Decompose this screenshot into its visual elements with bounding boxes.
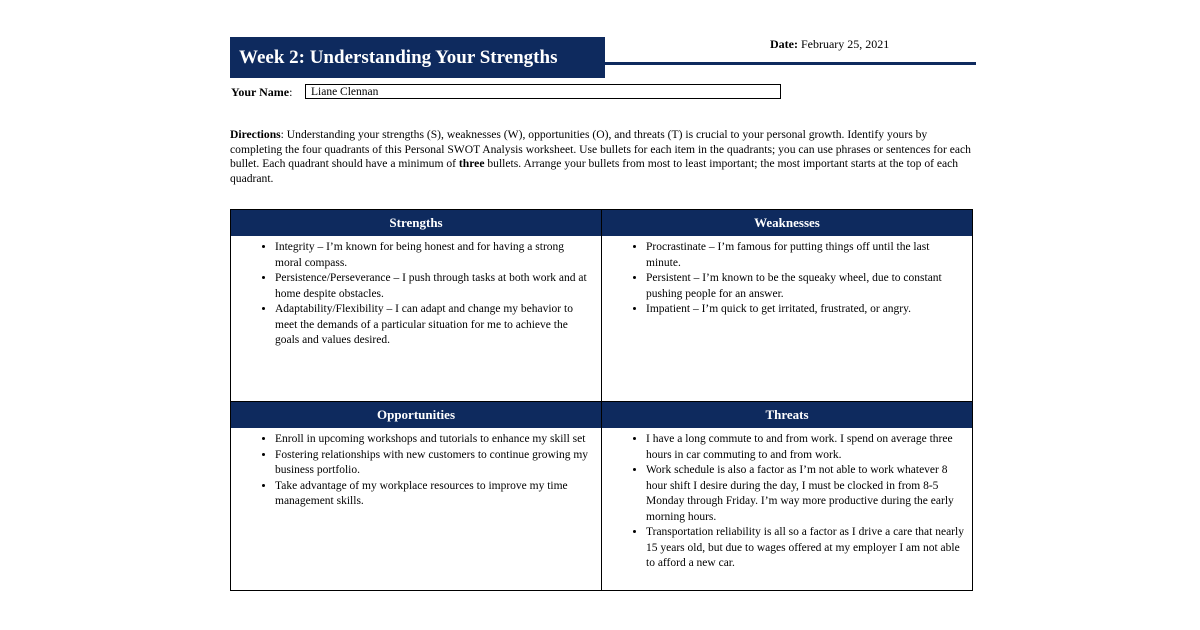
threats-item: • Transportation reliability is all so a factor as I drive a care that nearly 15 years old, but due to wages offered at my employer I am not able to afford a new car.	[646, 525, 964, 572]
directions-bold-word: three	[458, 157, 485, 170]
strengths-quadrant	[231, 210, 602, 402]
name-field[interactable]: Liane Clennan	[305, 84, 781, 99]
name-colon: :	[289, 85, 293, 99]
strengths-item: • Integrity – I’m known for being honest and for having a strong moral compass.	[275, 240, 593, 271]
weaknesses-body[interactable]	[602, 236, 972, 402]
name-label: Your Name	[231, 85, 290, 99]
date-line	[770, 37, 889, 52]
threats-heading: Threats	[602, 402, 972, 428]
name-label-line	[231, 85, 292, 100]
weaknesses-quadrant	[602, 210, 972, 402]
directions-text-2: bullets. Arrange your bullets from most to least important; the most important starts at the top of each quadrant.	[230, 157, 959, 185]
opportunities-body[interactable]	[231, 428, 601, 510]
threats-item: • Work schedule is also a factor as I’m not able to work whatever 8 hour shift I desire during the day, I must be clocked in from 8-5 Monday through Friday. I’m way more productive during the early morning hours.	[646, 463, 964, 525]
directions-text-1: : Understanding your strengths (S), weaknesses (W), opportunities (O), and threats (T) is crucial to your personal growth. Identify yours by completing the four quadrants of this Personal SWOT Analysis worksheet. Use bullets for each item in the quadrants; you can use phrases or sentences for each bullet. Each quadrant should have a minimum of	[230, 128, 971, 170]
weaknesses-item: • Impatient – I’m quick to get irritated, frustrated, or angry.	[646, 302, 964, 318]
threats-item: • I have a long commute to and from work. I spend on average three hours in car commuting to and from work.	[646, 432, 964, 463]
title-rule	[605, 62, 976, 65]
weaknesses-heading: Weaknesses	[602, 210, 972, 236]
threats-quadrant	[602, 402, 972, 590]
opportunities-item: • Enroll in upcoming workshops and tutorials to enhance my skill set	[275, 432, 593, 448]
weaknesses-item: • Persistent – I’m known to be the squeaky wheel, due to constant pushing people for an answer.	[646, 271, 964, 302]
swot-table	[230, 209, 973, 591]
strengths-item: • Persistence/Perseverance – I push through tasks at both work and at home despite obstacles.	[275, 271, 593, 302]
threats-body[interactable]	[602, 428, 972, 572]
opportunities-item: • Fostering relationships with new customers to continue growing my business portfolio.	[275, 448, 593, 479]
opportunities-heading: Opportunities	[231, 402, 601, 428]
directions-paragraph	[230, 128, 975, 186]
page-title: Week 2: Understanding Your Strengths	[230, 37, 605, 78]
weaknesses-item: • Procrastinate – I’m famous for putting things off until the last minute.	[646, 240, 964, 271]
strengths-body[interactable]	[231, 236, 601, 402]
strengths-heading: Strengths	[231, 210, 601, 236]
opportunities-quadrant	[231, 402, 602, 590]
strengths-item: • Adaptability/Flexibility – I can adapt and change my behavior to meet the demands of a particular situation for me to achieve the goals and values desired.	[275, 302, 593, 349]
directions-label: Directions	[230, 128, 281, 141]
opportunities-item: • Take advantage of my workplace resources to improve my time management skills.	[275, 479, 593, 510]
date-value: February 25, 2021	[800, 37, 890, 51]
date-label: Date:	[770, 37, 798, 51]
